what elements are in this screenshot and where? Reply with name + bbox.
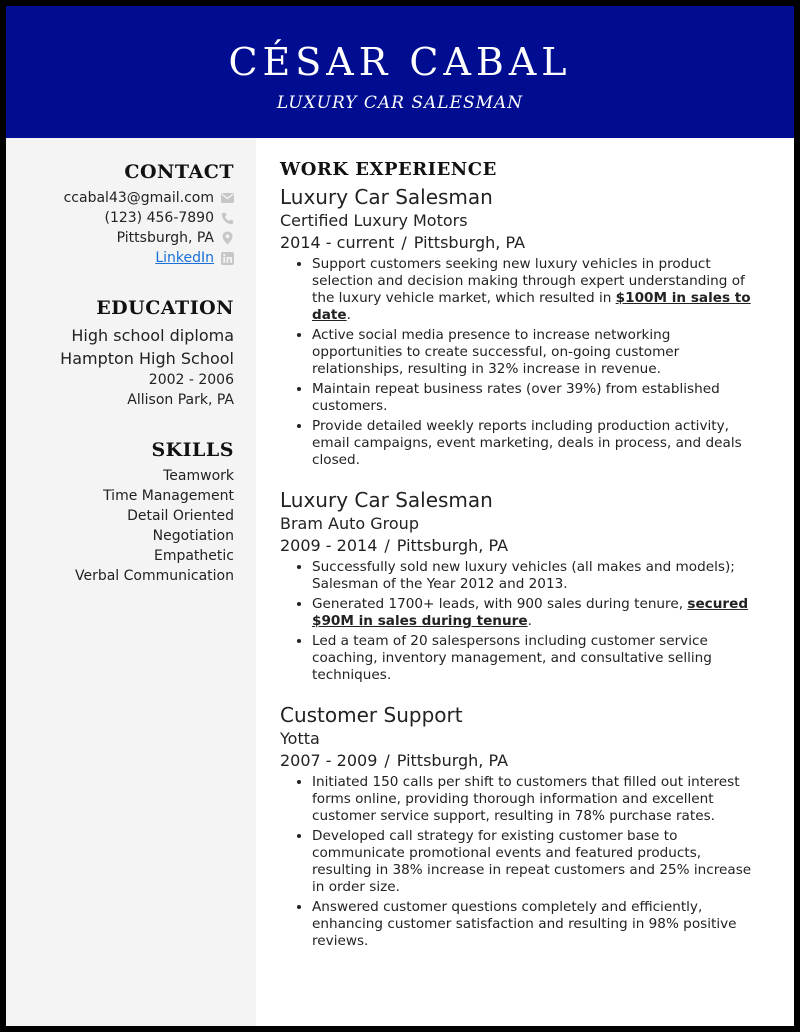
contact-location: Pittsburgh, PA bbox=[116, 230, 214, 246]
job-bullet: • Successfully sold new luxury vehicles (all makes and models); Salesman of the Year 2012 and 2013. bbox=[312, 559, 764, 593]
job-bullet: • Generated 1700+ leads, with 900 sales during tenure, secured $90M in sales during tenure. bbox=[312, 596, 764, 630]
job-bullets bbox=[280, 774, 764, 950]
job-bullet: • Active social media presence to increase networking opportunities to create successful, on-going customer relationships, resulting in 32% increase in revenue. bbox=[312, 327, 764, 378]
candidate-role: LUXURY CAR SALESMAN bbox=[276, 93, 524, 113]
job-company: Bram Auto Group bbox=[280, 514, 419, 533]
phone-icon bbox=[220, 211, 234, 225]
sidebar bbox=[6, 138, 256, 1026]
job-bullet: • Provide detailed weekly reports including production activity, email campaigns, event marketing, deals in process, and deals closed. bbox=[312, 418, 764, 469]
job-entry bbox=[280, 702, 764, 950]
candidate-name: CÉSAR CABAL bbox=[228, 40, 572, 84]
contact-phone-line bbox=[6, 208, 234, 228]
job-company: Yotta bbox=[280, 729, 320, 748]
contact-heading: CONTACT bbox=[124, 161, 234, 183]
contact-linkedin-line bbox=[6, 248, 234, 268]
education-location: Allison Park, PA bbox=[127, 392, 234, 408]
job-bullet: • Maintain repeat business rates (over 39%) from established customers. bbox=[312, 381, 764, 415]
job-dates-line bbox=[280, 750, 764, 772]
job-bullets bbox=[280, 256, 764, 469]
contact-email-line bbox=[6, 188, 234, 208]
job-bullet: • Led a team of 20 salespersons including customer service coaching, inventory management, and consultative selling techniques. bbox=[312, 633, 764, 684]
job-dates: 2007 - 2009 bbox=[280, 751, 378, 770]
main-content bbox=[256, 138, 794, 1026]
job-dates: 2009 - 2014 bbox=[280, 536, 378, 555]
education-degree: High school diploma bbox=[71, 326, 234, 345]
job-dates-line bbox=[280, 535, 764, 557]
education-school: Hampton High School bbox=[60, 349, 234, 368]
contact-email[interactable]: ccabal43@gmail.com bbox=[63, 190, 214, 206]
separator: / bbox=[384, 536, 390, 555]
skill-item: Time Management bbox=[103, 488, 234, 504]
job-bullet: • Developed call strategy for existing customer base to communicate promotional events and featured products, resulting in 38% increase in repeat customers and 25% increase in order size. bbox=[312, 828, 764, 896]
work-experience-heading: WORK EXPERIENCE bbox=[280, 159, 497, 180]
job-title: Luxury Car Salesman bbox=[280, 185, 493, 209]
skill-item: Teamwork bbox=[163, 468, 234, 484]
highlight: $100M in sales to date bbox=[312, 290, 751, 323]
job-bullets bbox=[280, 559, 764, 684]
job-location: Pittsburgh, PA bbox=[413, 233, 526, 252]
separator: / bbox=[384, 751, 390, 770]
highlight: secured $90M in sales during tenure bbox=[312, 596, 749, 629]
contact-location-line bbox=[6, 228, 234, 248]
job-dates-line bbox=[280, 232, 764, 254]
linkedin-icon bbox=[220, 251, 234, 265]
envelope-icon bbox=[220, 191, 234, 205]
job-title: Luxury Car Salesman bbox=[280, 488, 493, 512]
job-bullet: • Support customers seeking new luxury vehicles in product selection and decision making through expert understanding of the luxury vehicle market, which resulted in $100M in sales to date. bbox=[312, 256, 764, 324]
education-years: 2002 - 2006 bbox=[148, 372, 234, 388]
linkedin-link[interactable]: LinkedIn bbox=[155, 250, 214, 266]
skills-heading: SKILLS bbox=[151, 439, 234, 461]
map-pin-icon bbox=[220, 231, 234, 245]
job-entry bbox=[280, 184, 764, 469]
skill-item: Empathetic bbox=[153, 548, 234, 564]
job-company: Certified Luxury Motors bbox=[280, 211, 468, 230]
skill-item: Verbal Communication bbox=[74, 568, 234, 584]
skill-item: Detail Oriented bbox=[127, 508, 234, 524]
job-bullet: • Initiated 150 calls per shift to customers that filled out interest forms online, providing thorough information and excellent customer service support, resulting in 78% purchase rates. bbox=[312, 774, 764, 825]
job-title: Customer Support bbox=[280, 703, 463, 727]
job-entry bbox=[280, 487, 764, 684]
separator: / bbox=[401, 233, 407, 252]
education-heading: EDUCATION bbox=[96, 297, 234, 319]
resume-body bbox=[6, 138, 794, 1026]
skill-item: Negotiation bbox=[152, 528, 234, 544]
job-bullet: • Answered customer questions completely and efficiently, enhancing customer satisfaction and resulting in 98% positive reviews. bbox=[312, 899, 764, 950]
resume-header bbox=[6, 6, 794, 138]
contact-phone: (123) 456-7890 bbox=[104, 210, 214, 226]
job-location: Pittsburgh, PA bbox=[396, 751, 509, 770]
job-dates: 2014 - current bbox=[280, 233, 395, 252]
job-location: Pittsburgh, PA bbox=[396, 536, 509, 555]
